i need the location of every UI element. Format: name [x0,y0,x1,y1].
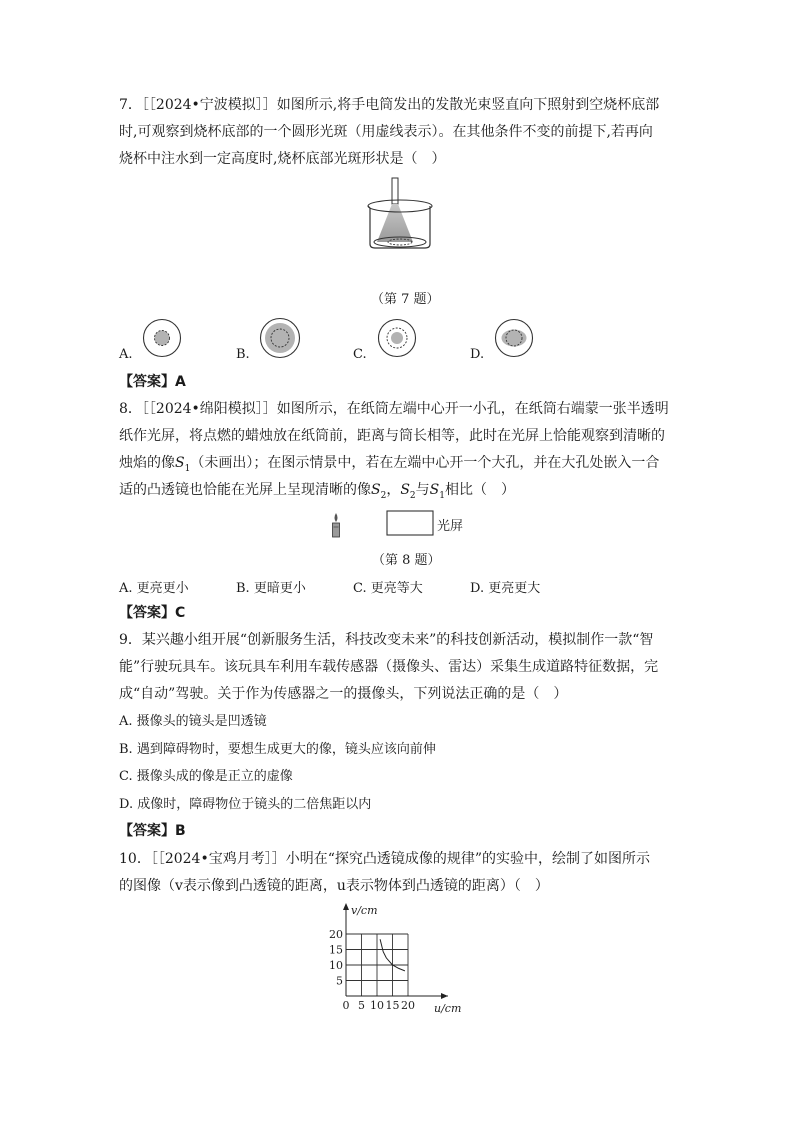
q8-option-a: A. 更亮更小 [119,581,189,596]
q7-option-b-figure [259,317,301,359]
q9-option-c: C. 摄像头成的像是正立的虚像 [119,769,293,784]
y-tick-label: 10 [329,959,343,972]
x-tick-label: 10 [370,999,384,1012]
y-tick-label: 15 [329,943,343,957]
q8-line1: 8．［［2024•绵阳模拟］］如图所示，在纸筒左端中心开一小孔，在纸筒右端蒙一张半透明 [119,401,669,417]
x-tick-label: 5 [358,999,365,1012]
y-tick-label: 20 [329,928,343,941]
q7-beaker-figure [365,178,435,250]
q8-line3-post: （未画出）；在图示情景中，若在左端中心开一个大孔，并在大孔处嵌入一合 [190,455,660,471]
q7-option-a-figure [142,318,182,358]
screen-label: 光屏 [437,519,464,534]
q7-option-d-label: D. [470,347,485,362]
x-axis-label: u/cm [434,1002,462,1015]
x-axis-arrow [441,993,448,999]
q7-option-d-figure [494,318,534,358]
q10-line2: 的图像（v表示像到凸透镜的距离，u表示物体到凸透镜的距离）（ ） [119,878,549,894]
q9-line2: 能”行驶玩具车。该玩具车利用车载传感器（摄像头、雷达）采集生成道路特征数据，完 [119,659,659,675]
q10-line1: 10．［［2024•宝鸡月考］］小明在“探究凸透镜成像的规律”的实验中，绘制了如图所示 [119,851,651,867]
q7-line3: 烧杯中注水到一定高度时,烧杯底部光斑形状是（ ） [119,151,446,167]
s2-symbol: S [371,482,381,498]
s1-symbol-b: S [429,482,440,498]
q8-line3-pre: 烛焰的像 [119,455,175,471]
s1-subscript-b: 1 [439,490,445,501]
q9-line3: 成“自动”驾驶。关于作为传感器之一的摄像头，下列说法正确的是（ ） [119,686,568,702]
q7-option-a-label: A. [119,347,133,362]
x-tick-label: 0 [342,999,350,1012]
light-beam [377,204,413,242]
x-tick-label: 20 [401,999,415,1012]
s2-symbol-b: S [400,482,410,498]
q9-option-a: A. 摄像头的镜头是凹透镜 [119,714,267,729]
spot-a [155,331,170,346]
q7-option-c-figure [377,318,417,358]
q7-option-b-label: B. [236,347,250,362]
q9-option-d: D. 成像时，障碍物位于镜头的二倍焦距以内 [119,797,372,812]
s1-symbol: S [175,455,185,471]
q7-caption: （第 7 题） [371,292,440,307]
q8-option-d: D. 更亮更大 [470,581,541,596]
q9-line1: 9．某兴趣小组开展“创新服务生活，科技改变未来”的科技创新活动，模拟制作一款“智 [119,632,654,648]
s2-subscript-b: 2 [409,490,416,501]
q8-answer: 【答案】C [119,605,186,621]
q7-line1: 7．［［2024•宁波模拟］］如图所示,将手电筒发出的发散光束竖直向下照射到空烧杯底部 [119,97,660,113]
y-axis-label: v/cm [351,904,378,917]
q8-option-c: C. 更亮等大 [353,581,423,596]
q8-line2: 纸作光屏，将点燃的蜡烛放在纸筒前，距离与筒长相等，此时在光屏上恰能观察到清晰的 [119,428,665,444]
y-tick-label: 5 [336,974,343,988]
candle-flame [335,513,338,522]
x-tick-label: 15 [385,999,400,1012]
candle-body [333,523,340,537]
q8-option-b: B. 更暗更小 [236,581,306,596]
q8-line3 [119,453,659,479]
q8-line4: 适的凸透镜也恰能在光屏上呈现清晰的像$S_2$，$S_2$与$S_1$相比（ ） [119,482,515,501]
spot-b [265,323,295,353]
q7-option-c-label: C. [353,347,367,362]
q9-option-b: B. 遇到障碍物时，要想生成更大的像，镜头应该向前伸 [119,742,436,757]
s2-subscript: 2 [380,490,387,501]
q8-caption: （第 8 题） [372,553,441,568]
q9-answer: 【答案】B [119,823,186,839]
s1-subscript: 1 [184,463,191,474]
v-u-chart [320,898,470,1018]
q7-answer: 【答案】A [119,374,186,390]
paper-tube [387,511,433,535]
paper-tube-figure [386,510,436,538]
spot-c [391,332,403,344]
spot-d [502,330,527,347]
q8-line4-mid: 与 [415,482,430,498]
q7-line2: 时,可观察到烧杯底部的一个圆形光斑（用虚线表示）。在其他条件不变的前提下,若再向 [119,124,653,140]
candle-figure [330,512,342,538]
y-axis-arrow [343,903,349,910]
q8-line4-pre: 适的凸透镜也恰能在光屏上呈现清晰的像 [119,482,371,498]
q8-line4-post: 相比（ ） [444,482,515,498]
